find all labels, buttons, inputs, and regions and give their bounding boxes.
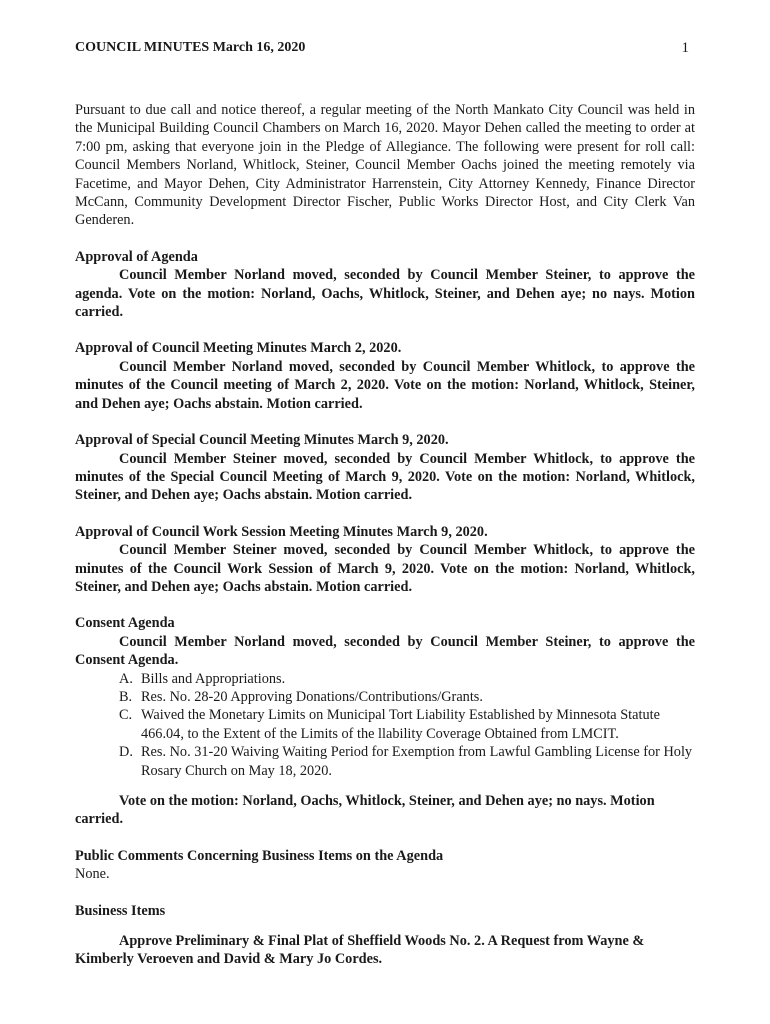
list-item xyxy=(75,688,695,706)
section-special-minutes-march-9 xyxy=(75,431,695,505)
item-text: Res. No. 31-20 Waiving Waiting Period for Exemption from Lawful Gambling License for Holy Rosary Church on May 18, 2020. xyxy=(141,744,693,779)
section-title: Approval of Council Work Session Meeting Minutes March 9, 2020. xyxy=(75,523,488,540)
section-title: Approval of Special Council Meeting Minutes March 9, 2020. xyxy=(75,432,449,449)
item-text: Bills and Appropriations. xyxy=(141,670,286,687)
section-work-session-minutes-march-9 xyxy=(75,523,695,597)
public-comments-text: None. xyxy=(75,866,110,883)
section-consent-agenda xyxy=(75,614,695,828)
list-item xyxy=(75,743,695,780)
section-public-comments xyxy=(75,847,695,884)
section-title: Business Items xyxy=(75,902,166,919)
item-letter: C. xyxy=(119,707,133,724)
section-minutes-march-2 xyxy=(75,339,695,413)
page-number: 1 xyxy=(681,40,689,56)
item-letter: D. xyxy=(119,744,133,761)
item-text: Waived the Monetary Limits on Municipal Tort Liability Established by Minnesota Statute 466.04, to the Extent of the Limits of the llability Coverage Obtained from LMCIT. xyxy=(141,707,660,742)
item-text: Res. No. 28-20 Approving Donations/Contributions/Grants. xyxy=(141,688,483,705)
section-title: Public Comments Concerning Business Items on the Agenda xyxy=(75,847,444,864)
motion-text: Council Member Norland moved, seconded by Council Member Steiner, to approve the Consent Agenda. xyxy=(75,633,695,669)
minutes-body xyxy=(75,101,695,969)
list-item xyxy=(75,706,695,743)
intro-paragraph: Pursuant to due call and notice thereof, a regular meeting of the North Mankato City Council was held in the Municipal Building Council Chambers on March 16, 2020. Mayor Dehen called the meeting to order at 7:00 pm, asking that everyone join in the Pledge of Allegiance. The following were present for roll call: Council Members Norland, Whitlock, Steiner, Council Member Oachs joined the meeting remotely via Facetime, and Mayor Dehen, City Administrator Harrenstein, City Attorney Kennedy, Finance Director McCann, Community Development Director Fischer, Public Works Director Host, and City Clerk Van Genderen. xyxy=(75,102,695,229)
motion-text: Council Member Norland moved, seconded by Council Member Whitlock, to approve the minutes of the Council meeting of March 2, 2020. Vote on the motion: Norland, Whitlock, Steiner, and Dehen aye; Oachs abstain. Motion carried. xyxy=(75,358,695,412)
section-title: Consent Agenda xyxy=(75,615,175,632)
list-item xyxy=(75,670,695,688)
section-title: Approval of Council Meeting Minutes March 2, 2020. xyxy=(75,340,402,357)
consent-items-list xyxy=(75,670,695,780)
item-letter: B. xyxy=(119,688,133,705)
section-title: Approval of Agenda xyxy=(75,248,198,265)
item-letter: A. xyxy=(119,670,133,687)
page-header xyxy=(75,40,695,62)
section-business-items xyxy=(75,902,695,969)
business-item-title: Approve Preliminary & Final Plat of Sheffield Woods No. 2. A Request from Wayne & Kimberly Veroeven and David & Mary Jo Cordes. xyxy=(75,933,645,968)
motion-text: Council Member Steiner moved, seconded by Council Member Whitlock, to approve the minutes of the Council Work Session of March 9, 2020. Vote on the motion: Norland, Whitlock, Steiner, and Dehen aye; Oachs abstain. Motion carried. xyxy=(75,542,695,595)
vote-text: Vote on the motion: Norland, Oachs, Whitlock, Steiner, and Dehen aye; no nays. Motion carried. xyxy=(75,793,655,828)
section-approval-of-agenda xyxy=(75,248,695,322)
motion-text: Council Member Norland moved, seconded by Council Member Steiner, to approve the agenda. Vote on the motion: Norland, Oachs, Whitlock, Steiner, and Dehen aye; no nays. Motion carried. xyxy=(75,267,695,321)
motion-text: Council Member Steiner moved, seconded by Council Member Whitlock, to approve the minutes of the Special Council Meeting of March 9, 2020. Vote on the motion: Norland, Whitlock, Steiner, and Dehen aye; Oachs abstain. Motion carried. xyxy=(75,450,695,504)
header-title: COUNCIL MINUTES March 16, 2020 xyxy=(75,40,306,55)
